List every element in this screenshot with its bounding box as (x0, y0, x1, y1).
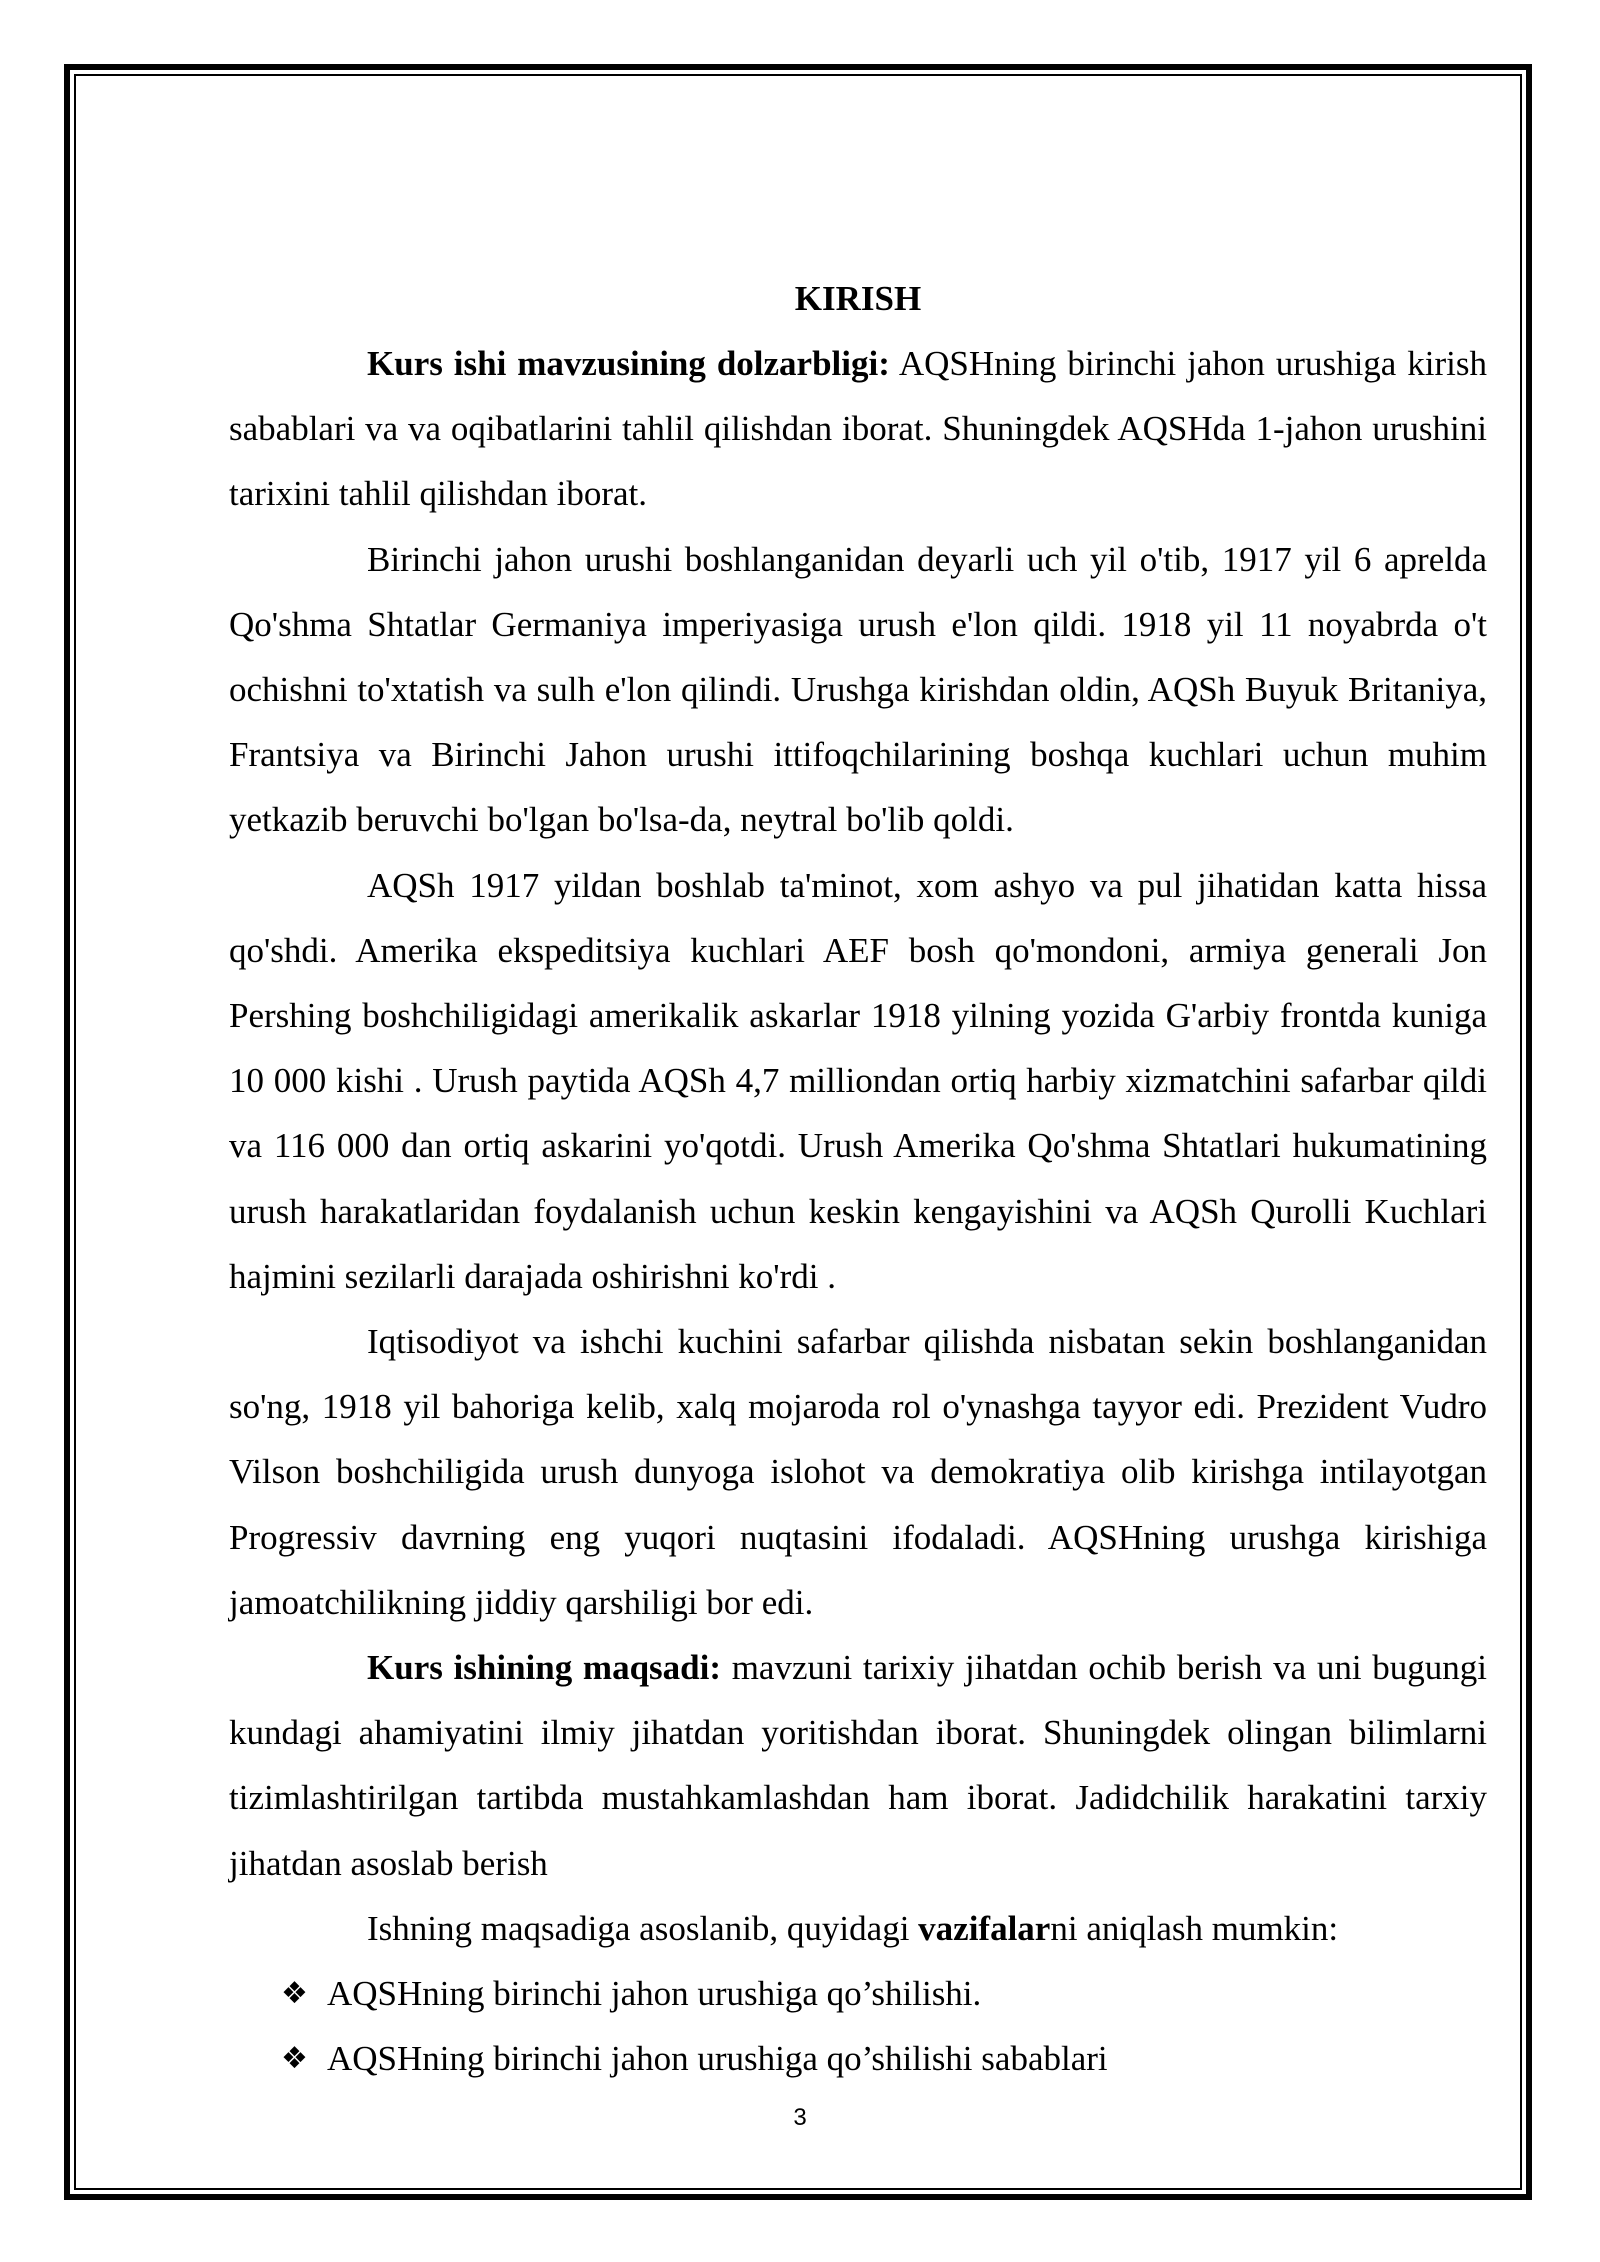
goal-label: Kurs ishining maqsadi: (367, 1648, 722, 1688)
document-body (229, 266, 1487, 2091)
tasks-list (229, 1961, 1487, 2091)
paragraph-goal (229, 1635, 1487, 1896)
paragraph-tasks-intro (229, 1896, 1487, 1961)
diamond-bullet-icon: ❖ (281, 1976, 308, 2012)
paragraph-contribution: AQSh 1917 yildan boshlab ta'minot, xom ashyo va pul jihatidan katta hissa qo'shdi. Amerika ekspeditsiya kuchlari AEF bosh qo'mondoni, armiya generali Jon Pershing boshchiligidagi amerikalik askarlar 1918 yilning yozida G'arbiy frontda kuniga 10 000 kishi . Urush paytida AQSh 4,7 milliondan ortiq harbiy xizmatchini safarbar qildi va 116 000 dan ortiq askarini yo'qotdi. Urush Amerika Qo'shma Shtatlari hukumatining urush harakatlaridan foydalanish uchun keskin kengayishini va AQSh Qurolli Kuchlari hajmini sezilarli darajada oshirishni ko'rdi . (229, 865, 1487, 1296)
tasks-intro-before: Ishning maqsadiga asoslanib, quyidagi (367, 1908, 919, 1948)
list-item (229, 1961, 1487, 2026)
task-text: AQSHning birinchi jahon urushiga qo’shilishi. (327, 1974, 982, 2014)
tasks-intro-bold: vazifalar (918, 1908, 1051, 1948)
relevance-label: Kurs ishi mavzusining dolzarbligi: (367, 344, 890, 383)
paragraph-relevance (229, 331, 1487, 527)
paragraph-war-entry: Birinchi jahon urushi boshlanganidan deyarli uch yil o'tib, 1917 yil 6 aprelda Qo'shma Shtatlar Germaniya imperiyasiga urush e'lon qildi. 1918 yil 11 noyabrda o't ochishni to'xtatish va sulh e'lon qilindi. Urushga kirishdan oldin, AQSh Buyuk Britaniya, Frantsiya va Birinchi Jahon urushi ittifoqchilarining boshqa kuchlari uchun muhim yetkazib beruvchi bo'lgan bo'lsa-da, neytral bo'lib qoldi. (229, 539, 1487, 840)
diamond-bullet-icon: ❖ (281, 2041, 308, 2077)
paragraph-mobilization: Iqtisodiyot va ishchi kuchini safarbar qilishda nisbatan sekin boshlanganidan so'ng, 1918 yil bahoriga kelib, xalq mojaroda rol o'ynashga tayyor edi. Prezident Vudro Vilson boshchiligida urush dunyoga islohot va demokratiya olib kirishga intilayotgan Progressiv davrning eng yuqori nuqtasini ifodaladi. AQSHning urushga kirishiga jamoatchilikning jiddiy qarshiligi bor edi. (229, 1322, 1487, 1622)
relevance-text: AQSHning birinchi jahon urushiga kirish sabablari va va oqibatlarini tahlil qilishdan iborat. Shuningdek AQSHda 1-jahon urushini tarixini tahlil qilishdan iborat. (229, 344, 1487, 514)
page-number: 3 (793, 2104, 807, 2131)
task-text: AQSHning birinchi jahon urushiga qo’shilishi sabablari (327, 2039, 1108, 2079)
goal-text: mavzuni tarixiy jihatdan ochib berish va uni bugungi kundagi ahamiyatini ilmiy jihatdan yoritishdan iborat. Shuningdek olingan bilimlarni tizimlashtirilgan tartibda mustahkamlashdan ham iborat. Jadidchilik harakatini tarxiy jihatdan asoslab berish (229, 1648, 1487, 1883)
section-heading: KIRISH (794, 279, 922, 318)
list-item (229, 2026, 1487, 2091)
tasks-intro-after: ni aniqlash mumkin: (1050, 1908, 1339, 1948)
